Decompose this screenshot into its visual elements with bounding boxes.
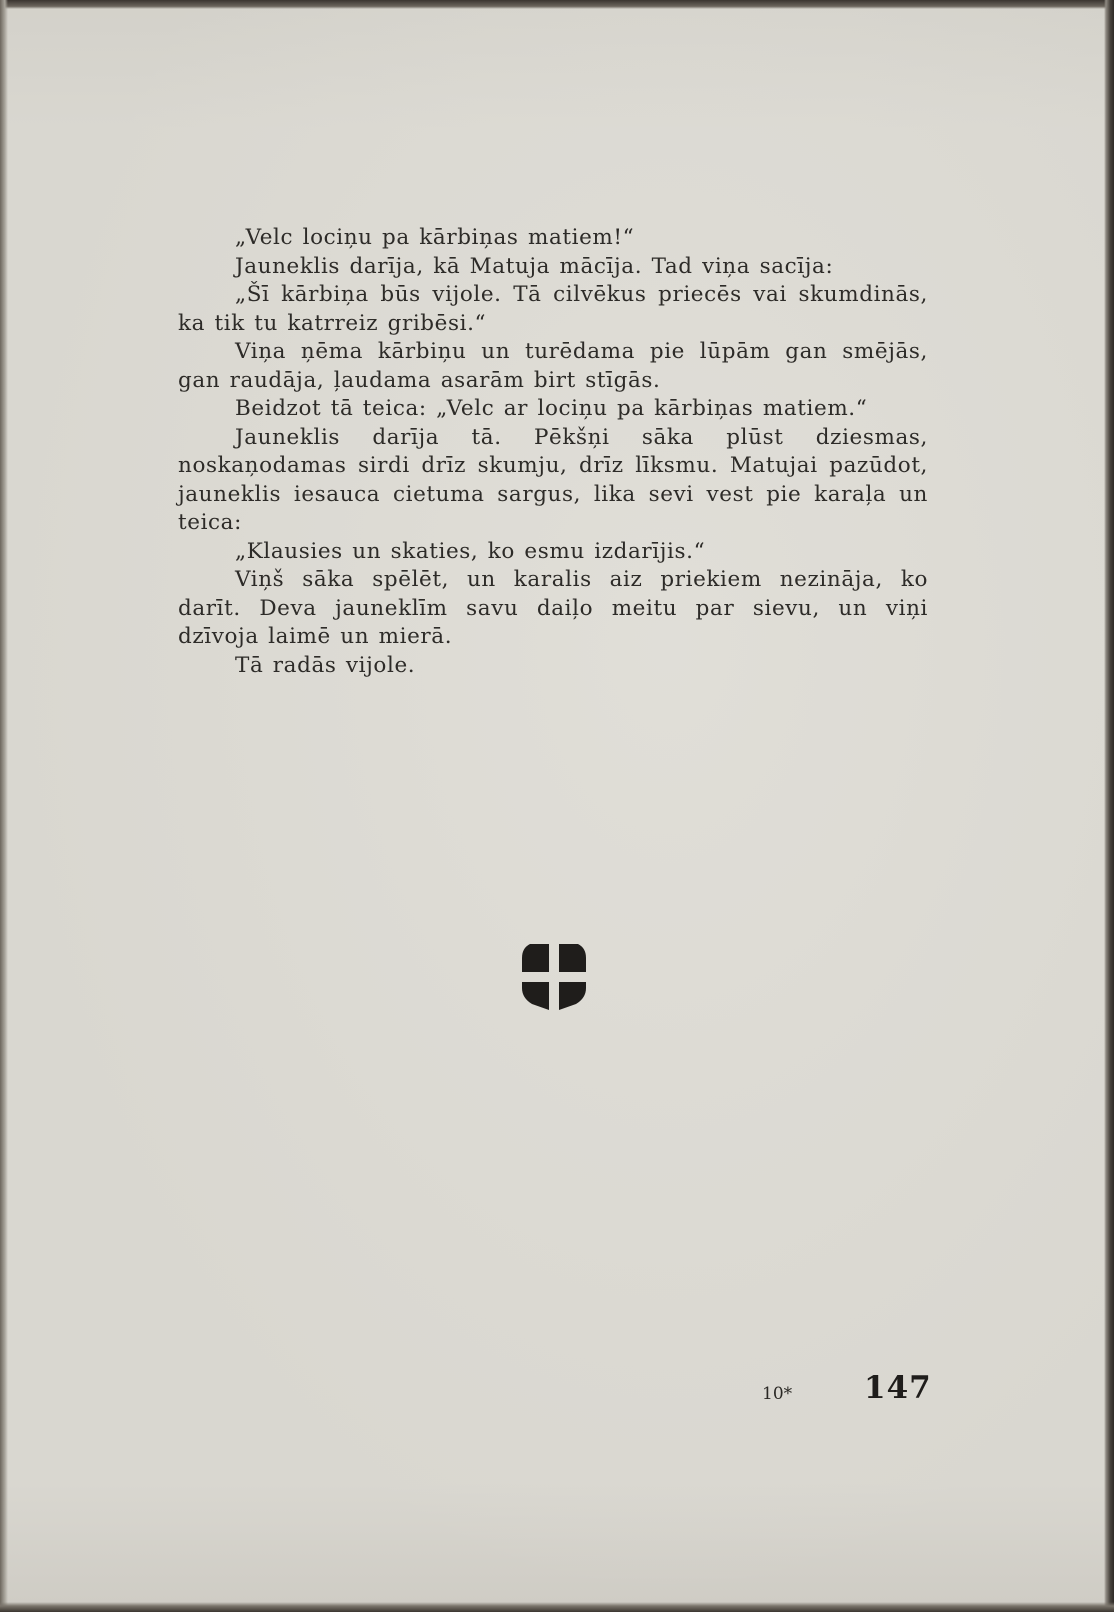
paragraph-7: „Klausies un skaties, ko esmu izdarījis.“ (235, 538, 706, 564)
paragraph-2: Jauneklis darīja, kā Matuja mācīja. Tad viņa sacīja: (235, 253, 834, 279)
signature-mark: 10* (762, 1384, 793, 1404)
paragraph-3: „Šī kārbiņa būs vijole. Tā cilvēkus priecēs vai skumdinās, ka tik tu katrreiz gribēsi.“ (178, 282, 928, 336)
paragraph-9: Tā radās vijole. (235, 652, 416, 678)
page-bottom-edge (0, 1602, 1114, 1612)
paragraph-1: „Velc lociņu pa kārbiņas matiem!“ (235, 225, 635, 250)
page-footer (0, 1370, 1114, 1410)
paragraph-6: Jauneklis darīja tā. Pēkšņi sāka plūst dziesmas, noskaņodamas sirdi drīz skumju, drīz līksmu. Matujai pazūdot, jauneklis iesauca cietuma sargus, lika sevi vest pie karaļa un teica: (178, 424, 928, 535)
paragraph-5: Beidzot tā teica: „Velc ar lociņu pa kārbiņas matiem.“ (235, 396, 868, 421)
page-top-edge (0, 0, 1114, 9)
body-text (178, 224, 928, 680)
ornament-cross-icon (518, 940, 590, 1012)
page-number: 147 (864, 1370, 932, 1406)
paragraph-8: Viņš sāka spēlēt, un karalis aiz priekiem nezināja, ko darīt. Deva jauneklīm savu daiļo meitu par sievu, un viņi dzīvoja laimē un mierā. (178, 567, 928, 649)
paragraph-4: Viņa ņēma kārbiņu un turēdama pie lūpām gan smējās, gan raudāja, ļaudama asarām birt stīgās. (178, 339, 928, 393)
